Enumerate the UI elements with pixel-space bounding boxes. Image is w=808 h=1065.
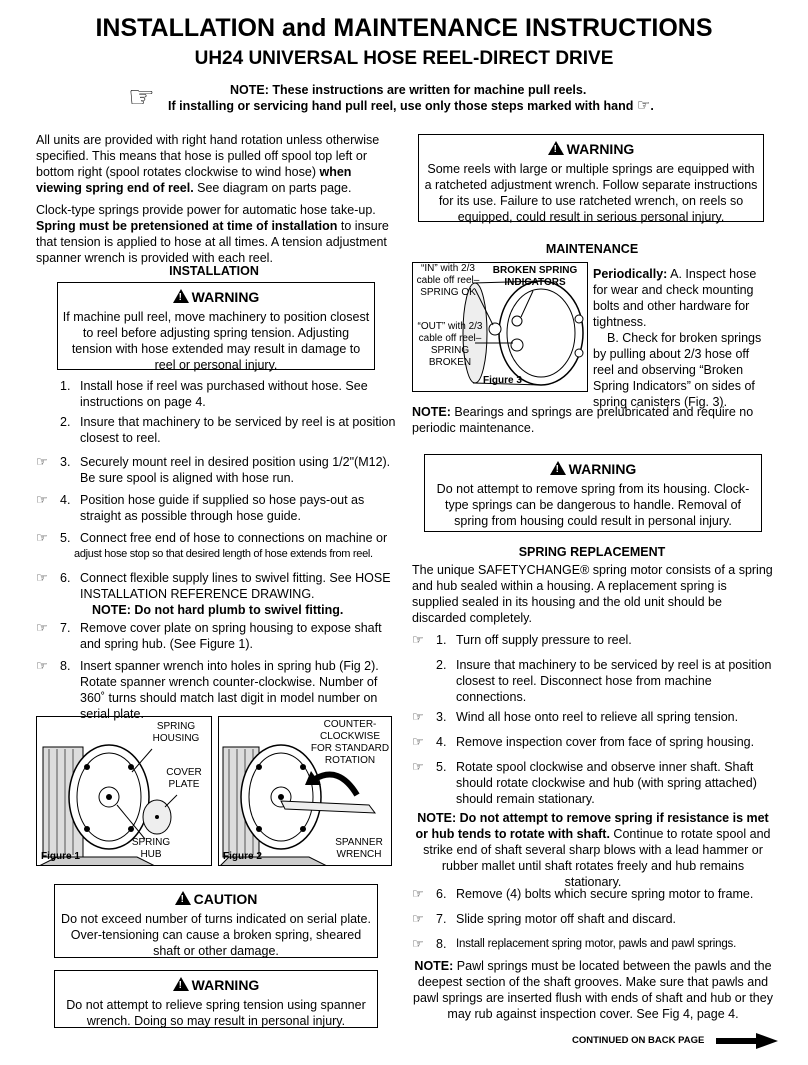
pointing-hand-icon: ☞ bbox=[636, 97, 651, 114]
installation-heading: INSTALLATION bbox=[169, 264, 259, 278]
warning-text: Some reels with large or multiple springs are equipped with a ratcheted adjustment wrench. Follow separate instructions for its use. Failure to use ratcheted wrench, on reels so equipped, could result in serious personal injury. bbox=[424, 162, 758, 224]
replace-step-3: ☞ 3. Wind all hose onto reel to relieve all spring tension. bbox=[412, 709, 739, 724]
warning-text: If machine pull reel, move machinery to position closest to reel before adjusting spring tension. Adjusting tension with hose extended may result in damage to reel or personal injury. bbox=[62, 310, 370, 372]
top-note: NOTE: These instructions are written for machine pull reels. If installing or servicing hand pull reel, use only those steps marked with hand ☞. bbox=[130, 82, 790, 114]
pointing-hand-icon: ☞ bbox=[412, 911, 424, 926]
installation-warning-box bbox=[57, 282, 375, 370]
install-step-1: 1. Install hose if reel was purchased without hose. See instructions on page 4. bbox=[60, 379, 368, 409]
warning-heading: WARNING bbox=[568, 461, 637, 477]
replace-step-4: ☞ 4. Remove inspection cover from face of spring housing. bbox=[412, 734, 755, 749]
replace-step-8: ☞ 8. Install replacement spring motor, pawls and pawl springs. bbox=[412, 936, 737, 951]
warning-icon bbox=[175, 891, 191, 905]
caution-text: Do not exceed number of turns indicated on serial plate. Over-tensioning can cause a broken spring, sheared shaft or other damage. bbox=[61, 912, 371, 958]
pointing-hand-icon: ☞ bbox=[36, 492, 48, 507]
install-step-7: ☞ 7. Remove cover plate on spring housing to expose shaft and spring hub. (See Figure 1). bbox=[36, 620, 382, 651]
pointing-hand-icon: ☞ bbox=[412, 886, 424, 901]
pointing-hand-icon: ☞ bbox=[412, 734, 424, 749]
pointing-hand-icon: ☞ bbox=[128, 81, 155, 114]
figure-1-caption: Figure 1 bbox=[41, 851, 80, 862]
spring-removal-warning-box bbox=[424, 454, 762, 532]
label-spring-broken: “OUT” with 2/3 cable off reel– SPRING BROKEN bbox=[417, 321, 483, 368]
continued-footer bbox=[560, 1032, 800, 1050]
figure-3 bbox=[412, 262, 588, 392]
warning-icon bbox=[550, 461, 566, 475]
pointing-hand-icon: ☞ bbox=[36, 530, 48, 545]
label-spanner-wrench: SPANNER WRENCH bbox=[335, 837, 383, 860]
pointing-hand-icon: ☞ bbox=[412, 632, 424, 647]
pointing-hand-icon: ☞ bbox=[36, 570, 48, 585]
replace-step-1: ☞ 1. Turn off supply pressure to reel. bbox=[412, 632, 632, 647]
caution-heading: CAUTION bbox=[193, 891, 258, 907]
pointing-hand-icon: ☞ bbox=[36, 454, 48, 469]
continued-text: CONTINUED ON BACK PAGE bbox=[572, 1035, 705, 1046]
pointing-hand-icon: ☞ bbox=[412, 936, 424, 951]
install-step-6: ☞ 6. Connect flexible supply lines to swivel fitting. See HOSE INSTALLATION REFERENCE DRAWING. NOTE: Do not hard plumb to swivel fitting. bbox=[36, 570, 391, 617]
replace-step-5: ☞ 5. Rotate spool clockwise and observe inner shaft. Shaft should rotate clockwise and hub (with spring attached) should remain stationary. bbox=[412, 759, 757, 806]
label-broken-spring-indicators: BROKEN SPRING INDICATORS bbox=[492, 265, 578, 288]
label-spring-ok: “IN” with 2/3 cable off reel– SPRING OK bbox=[416, 263, 480, 298]
intro-paragraph-1: All units are provided with right hand rotation unless otherwise specified. This means that hose is pulled off spool top left or bottom right (spool rotates clockwise to wind hose) when viewing spring end of reel. See diagram on parts page. bbox=[36, 133, 380, 195]
pointing-hand-icon: ☞ bbox=[412, 759, 424, 774]
spring-replacement-intro: The unique SAFETYCHANGE® spring motor consists of a spring and hub sealed within a housing. A replacement spring is supplied sealed in its housing and the old unit should be discarded completely. bbox=[412, 563, 773, 625]
warning-icon bbox=[173, 289, 189, 303]
spring-replacement-heading: SPRING REPLACEMENT bbox=[518, 545, 666, 559]
maintenance-text: Periodically: A. Inspect hose for wear and check mounting bolts and other hardware for tightness. B. Check for broken springs by pulling about 2/3 hose off reel and observing “Broken Spring Indicators” on sides of spring canisters (Fig. 3). bbox=[593, 267, 762, 409]
page-title: INSTALLATION and MAINTENANCE INSTRUCTIONS bbox=[95, 14, 713, 42]
arrow-right-icon bbox=[716, 1032, 780, 1050]
label-cover-plate: COVER PLATE bbox=[166, 767, 202, 790]
label-spring-hub: SPRING HUB bbox=[131, 837, 171, 860]
replacement-note-1: NOTE: Do not attempt to remove spring if resistance is met or hub tends to rotate with shaft. Continue to rotate spool and strike end of shaft several sharp blows with a lead hammer or rubber mallet until shaft rotates freely and hub remains stationary. bbox=[415, 811, 771, 889]
page-subtitle: UH24 UNIVERSAL HOSE REEL-DIRECT DRIVE bbox=[194, 48, 614, 69]
replace-step-6: ☞ 6. Remove (4) bolts which secure spring motor to frame. bbox=[412, 886, 754, 901]
ratchet-warning-box bbox=[418, 134, 764, 222]
label-spring-housing: SPRING HOUSING bbox=[152, 721, 200, 744]
spanner-warning-box bbox=[54, 970, 378, 1028]
intro-paragraph-2: Clock-type springs provide power for automatic hose take-up. Spring must be pretensioned at time of installation to insure that tension is applied to hose at all times. A tension adjustment spanner wrench is provided with each reel. bbox=[36, 203, 389, 265]
warning-icon bbox=[548, 141, 564, 155]
install-step-4: ☞ 4. Position hose guide if supplied so hose pays-out as straight as possible through hose guide. bbox=[36, 492, 365, 523]
caution-box bbox=[54, 884, 378, 958]
figure-3-caption: Figure 3 bbox=[483, 375, 522, 386]
replacement-note-2: NOTE: Pawl springs must be located between the pawls and the deepest section of the shaft grooves. Make sure that pawls and pawl springs are inserted flush with ends of shaft and hub or they may rub against inspection cover. See Fig 4, page 4. bbox=[413, 959, 773, 1021]
pointing-hand-icon: ☞ bbox=[412, 709, 424, 724]
top-note-line2: If installing or servicing hand pull reel, use only those steps marked with hand bbox=[168, 99, 634, 113]
warning-text: Do not attempt to remove spring from its housing. Clock-type springs can be dangerous to handle. Removal of spring from housing could result in personal injury. bbox=[436, 482, 750, 528]
warning-heading: WARNING bbox=[566, 141, 635, 157]
warning-heading: WARNING bbox=[191, 289, 260, 305]
warning-icon bbox=[173, 977, 189, 991]
maintenance-heading: MAINTENANCE bbox=[545, 242, 639, 256]
maintenance-note: NOTE: Bearings and springs are prelubricated and require no periodic maintenance. bbox=[412, 405, 754, 435]
figure-1 bbox=[36, 716, 212, 866]
label-counter-clockwise: COUNTER-CLOCKWISE FOR STANDARD ROTATION bbox=[310, 719, 390, 766]
replace-step-2: 2. Insure that machinery to be serviced by reel is at position closest to reel. Disconnect hose from machine connections. bbox=[436, 658, 772, 704]
install-step-8: ☞ 8. Insert spanner wrench into holes in spring hub (Fig 2). Rotate spanner wrench counter-clockwise. Number of 360˚ turns should match last digit in model number on serial plate. bbox=[36, 658, 379, 721]
figure-2-caption: Figure 2 bbox=[223, 851, 262, 862]
pointing-hand-icon: ☞ bbox=[36, 658, 48, 673]
install-step-5: ☞ 5. Connect free end of hose to connections on machine or adjust hose stop so that desired length of hose extends from reel. bbox=[36, 530, 388, 560]
warning-text: Do not attempt to relieve spring tension using spanner wrench. Doing so may result in personal injury. bbox=[66, 998, 366, 1028]
warning-heading: WARNING bbox=[191, 977, 260, 993]
pointing-hand-icon: ☞ bbox=[36, 620, 48, 635]
figure-2 bbox=[218, 716, 392, 866]
install-step-2: 2. Insure that machinery to be serviced by reel is at position closest to reel. bbox=[60, 415, 396, 445]
install-step-3: ☞ 3. Securely mount reel in desired position using 1/2"(M12). Be sure spool is aligned with hose run. bbox=[36, 454, 391, 485]
replace-step-7: ☞ 7. Slide spring motor off shaft and discard. bbox=[412, 911, 677, 926]
top-note-line1: NOTE: These instructions are written for machine pull reels. bbox=[230, 83, 587, 97]
